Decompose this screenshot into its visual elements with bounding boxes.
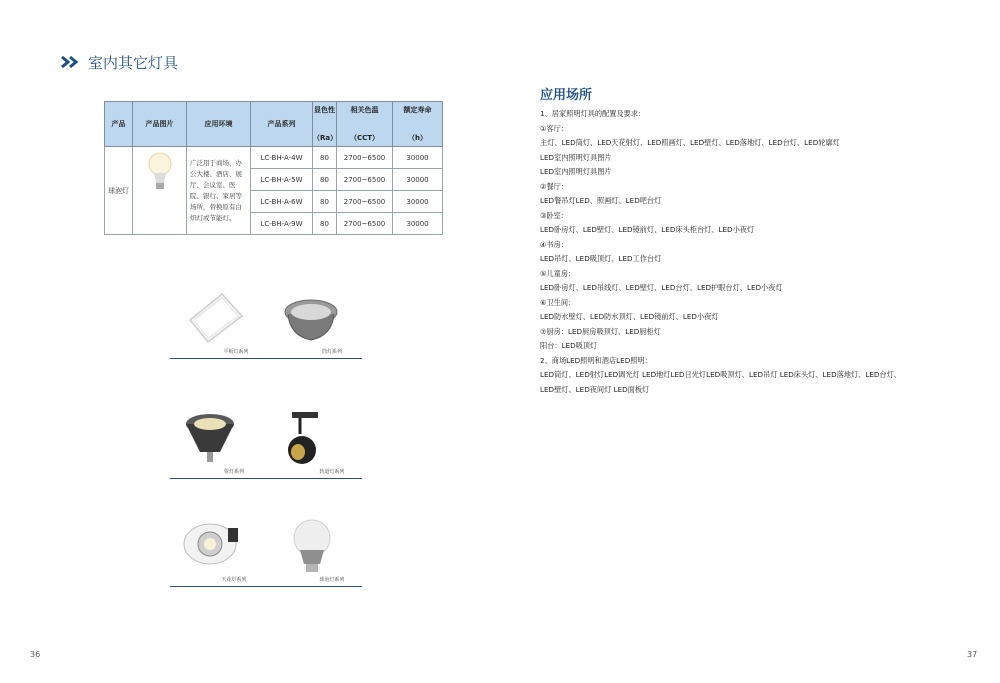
text-line: 1、居家照明灯具的配置及要求：	[540, 109, 646, 118]
caption-right: 筒灯系列	[321, 349, 342, 355]
track-light-image	[278, 410, 344, 470]
header-ra: 显色性 （Ra）	[313, 102, 337, 147]
text-line: LED室内照明灯具图片	[540, 152, 612, 162]
product-image-cell	[133, 147, 187, 235]
spotlight-image	[180, 410, 246, 470]
text-line: ⑥卫生间：	[540, 297, 576, 307]
cell-life: 30000	[393, 191, 443, 213]
cell-life: 30000	[393, 147, 443, 169]
cell-cct: 2700~6500	[337, 169, 393, 191]
text-line: LED餐吊灯LED、照画灯、LED吧台灯	[540, 196, 662, 205]
text-line: ⑤儿童房：	[540, 268, 576, 278]
cell-series: LC-BH-A-4W	[251, 147, 313, 169]
caption-right: 球泡灯系列	[319, 577, 345, 583]
environment-text: 广泛用于商场、办公大楼、酒店、展厅、会议室、医院、银行、家居等场所，替换原有白炽灯或节能灯。	[187, 147, 251, 235]
text-line: ⑦厨房：LED厨房吸顶灯、LED厨柜灯	[540, 326, 661, 336]
cell-life: 30000	[393, 169, 443, 191]
product-block-1	[170, 290, 362, 358]
divider	[170, 586, 362, 587]
product-block-2	[170, 410, 362, 478]
double-chevron-icon	[60, 55, 80, 69]
text-line: LED室内照明灯具图片	[540, 167, 612, 176]
cell-series: LC-BH-A-9W	[251, 213, 313, 235]
text-line: LED吊灯、LED吸顶灯、LED工作台灯	[540, 254, 662, 263]
section-header	[60, 50, 178, 74]
table-row	[105, 147, 443, 169]
text-line: LED防水壁灯、LED防水顶灯、LED镜前灯、LED小夜灯	[540, 312, 719, 321]
caption-left: 射灯系列	[223, 469, 244, 475]
ceiling-spot-image	[178, 518, 244, 578]
cell-ra: 80	[313, 169, 337, 191]
cell-cct: 2700~6500	[337, 191, 393, 213]
cell-life: 30000	[393, 213, 443, 235]
downlight-image	[278, 290, 344, 350]
product-block-3	[170, 518, 362, 586]
table-header-row	[105, 102, 443, 147]
header-product: 产品	[105, 102, 133, 147]
divider	[170, 478, 362, 479]
header-series: 产品系列	[251, 102, 313, 147]
cell-ra: 80	[313, 147, 337, 169]
caption-left: 天花灯系列	[221, 577, 247, 583]
panel-light-image	[182, 290, 248, 350]
application-heading: 应用场所	[540, 88, 593, 103]
application-text	[540, 107, 960, 397]
header-life: 额定寿命 （h）	[393, 102, 443, 147]
header-image: 产品图片	[133, 102, 187, 147]
cell-cct: 2700~6500	[337, 213, 393, 235]
section-title: 室内其它灯具	[88, 53, 179, 72]
bulb-image	[278, 518, 344, 578]
spec-table	[104, 101, 443, 235]
text-line: LED卧房灯、LED壁灯、LED镜前灯、LED床头柜台灯、LED小夜灯	[540, 225, 755, 234]
text-line: ①客厅：	[540, 123, 569, 133]
text-line: ④书房：	[540, 239, 569, 249]
caption-left: 平板灯系列	[223, 349, 249, 355]
bulb-icon	[146, 151, 174, 195]
cell-ra: 80	[313, 213, 337, 235]
header-cct: 相关色温 （CCT）	[337, 102, 393, 147]
page-number-left: 36	[30, 650, 41, 659]
text-line: ③卧室：	[540, 210, 569, 220]
application-section	[540, 84, 960, 397]
cell-series: LC-BH-A-6W	[251, 191, 313, 213]
text-line: ②餐厅：	[540, 181, 569, 191]
text-line: 2、商场LED照明和酒店LED照明：	[540, 355, 652, 365]
text-line: LED壁灯、LED夜间灯 LED面板灯	[540, 384, 650, 394]
text-line: LED筒灯、LED射灯LED调光灯 LED地灯LED日光灯LED吸顶灯、LED吊灯 LED床头灯、LED落地灯、LED台灯、	[540, 370, 901, 379]
cell-ra: 80	[313, 191, 337, 213]
header-environment: 应用环境	[187, 102, 251, 147]
caption-right: 轨道灯系列	[319, 469, 345, 475]
text-line: 主灯、LED筒灯、LED天花射灯、LED照画灯、LED壁灯、LED落地灯、LED台灯、LED轮廓灯	[540, 138, 840, 147]
product-name: 球泡灯	[105, 147, 133, 235]
page-number-right: 37	[967, 650, 978, 659]
cell-cct: 2700~6500	[337, 147, 393, 169]
text-line: 阳台：LED吸顶灯	[540, 341, 598, 350]
divider	[170, 358, 362, 359]
cell-series: LC-BH-A-5W	[251, 169, 313, 191]
text-line: LED卧房灯、LED吊线灯、LED壁灯、LED台灯、LED护眼台灯、LED小夜灯	[540, 283, 783, 292]
